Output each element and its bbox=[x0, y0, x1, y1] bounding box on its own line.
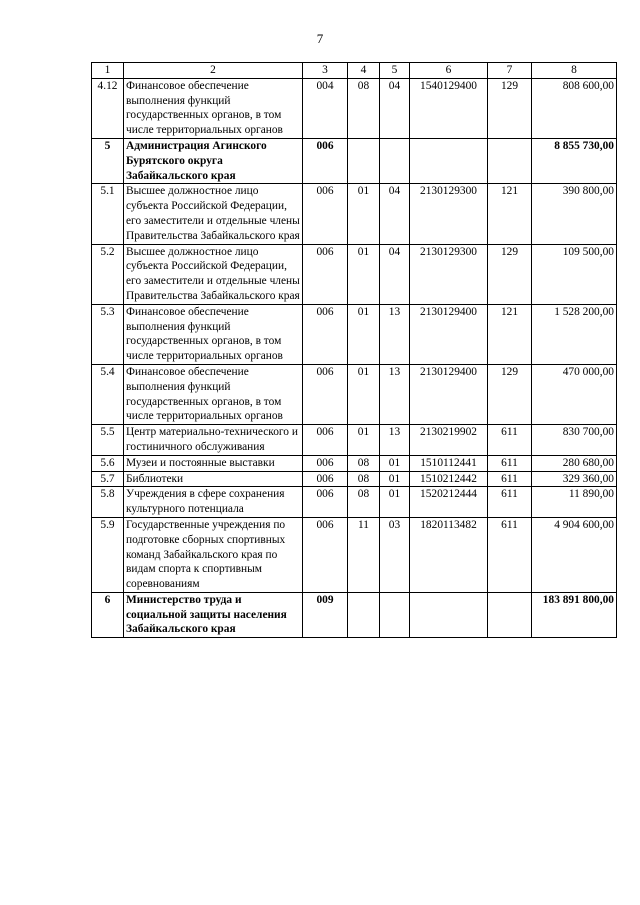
table-row bbox=[92, 517, 617, 592]
row-number-cell: 5.4 bbox=[92, 364, 124, 424]
expense-name-cell: Библиотеки bbox=[124, 471, 303, 487]
column-header: 8 bbox=[532, 63, 617, 79]
expense-type-cell: 611 bbox=[488, 487, 532, 518]
subsection-code-cell: 13 bbox=[380, 364, 410, 424]
row-number-cell: 5.6 bbox=[92, 455, 124, 471]
section-code-cell: 01 bbox=[348, 184, 380, 244]
expense-type-cell: 121 bbox=[488, 184, 532, 244]
table-row bbox=[92, 304, 617, 364]
section-code-cell bbox=[348, 138, 380, 183]
section-code-cell: 01 bbox=[348, 304, 380, 364]
target-article-cell: 1820113482 bbox=[410, 517, 488, 592]
section-code-cell bbox=[348, 592, 380, 637]
ministry-code-cell: 006 bbox=[303, 471, 348, 487]
row-number-cell: 5 bbox=[92, 138, 124, 183]
ministry-code-cell: 006 bbox=[303, 184, 348, 244]
amount-cell: 470 000,00 bbox=[532, 364, 617, 424]
expense-name-cell: Учреждения в сфере сохранения культурного потенциала bbox=[124, 487, 303, 518]
column-header: 7 bbox=[488, 63, 532, 79]
budget-table bbox=[91, 62, 617, 638]
target-article-cell: 1520212444 bbox=[410, 487, 488, 518]
target-article-cell: 1510212442 bbox=[410, 471, 488, 487]
expense-name-cell: Высшее должностное лицо субъекта Российской Федерации, его заместители и отдельные члены Правительства Забайкальского края bbox=[124, 244, 303, 304]
table-row bbox=[92, 592, 617, 637]
amount-cell: 329 360,00 bbox=[532, 471, 617, 487]
amount-cell: 280 680,00 bbox=[532, 455, 617, 471]
ministry-code-cell: 006 bbox=[303, 244, 348, 304]
subsection-code-cell: 04 bbox=[380, 184, 410, 244]
table-row bbox=[92, 138, 617, 183]
subsection-code-cell: 13 bbox=[380, 425, 410, 456]
subsection-code-cell bbox=[380, 592, 410, 637]
table-row bbox=[92, 487, 617, 518]
column-header: 1 bbox=[92, 63, 124, 79]
expense-type-cell bbox=[488, 592, 532, 637]
row-number-cell: 6 bbox=[92, 592, 124, 637]
amount-cell: 183 891 800,00 bbox=[532, 592, 617, 637]
subsection-code-cell: 04 bbox=[380, 244, 410, 304]
ministry-code-cell: 006 bbox=[303, 487, 348, 518]
amount-cell: 390 800,00 bbox=[532, 184, 617, 244]
table-row bbox=[92, 244, 617, 304]
amount-cell: 4 904 600,00 bbox=[532, 517, 617, 592]
ministry-code-cell: 006 bbox=[303, 517, 348, 592]
amount-cell: 808 600,00 bbox=[532, 78, 617, 138]
row-number-cell: 5.1 bbox=[92, 184, 124, 244]
target-article-cell: 2130129300 bbox=[410, 244, 488, 304]
expense-type-cell: 121 bbox=[488, 304, 532, 364]
ministry-code-cell: 006 bbox=[303, 138, 348, 183]
row-number-cell: 5.2 bbox=[92, 244, 124, 304]
amount-cell: 109 500,00 bbox=[532, 244, 617, 304]
subsection-code-cell: 01 bbox=[380, 471, 410, 487]
subsection-code-cell: 01 bbox=[380, 455, 410, 471]
subsection-code-cell: 04 bbox=[380, 78, 410, 138]
table-row bbox=[92, 364, 617, 424]
expense-type-cell: 611 bbox=[488, 425, 532, 456]
expense-name-cell: Администрация Агинского Бурятского округа Забайкальского края bbox=[124, 138, 303, 183]
expense-name-cell: Финансовое обеспечение выполнения функций государственных органов, в том числе территориальных органов bbox=[124, 78, 303, 138]
target-article-cell bbox=[410, 592, 488, 637]
expense-type-cell: 129 bbox=[488, 364, 532, 424]
subsection-code-cell bbox=[380, 138, 410, 183]
section-code-cell: 08 bbox=[348, 487, 380, 518]
amount-cell: 1 528 200,00 bbox=[532, 304, 617, 364]
table-row bbox=[92, 455, 617, 471]
ministry-code-cell: 004 bbox=[303, 78, 348, 138]
section-code-cell: 01 bbox=[348, 364, 380, 424]
target-article-cell: 1510112441 bbox=[410, 455, 488, 471]
row-number-cell: 5.5 bbox=[92, 425, 124, 456]
ministry-code-cell: 009 bbox=[303, 592, 348, 637]
target-article-cell: 2130129400 bbox=[410, 364, 488, 424]
expense-name-cell: Финансовое обеспечение выполнения функций государственных органов, в том числе территориальных органов bbox=[124, 364, 303, 424]
column-header: 6 bbox=[410, 63, 488, 79]
expense-type-cell: 611 bbox=[488, 517, 532, 592]
expense-name-cell: Финансовое обеспечение выполнения функций государственных органов, в том числе территориальных органов bbox=[124, 304, 303, 364]
expense-name-cell: Высшее должностное лицо субъекта Российской Федерации, его заместители и отдельные члены Правительства Забайкальского края bbox=[124, 184, 303, 244]
ministry-code-cell: 006 bbox=[303, 425, 348, 456]
expense-type-cell bbox=[488, 138, 532, 183]
row-number-cell: 5.8 bbox=[92, 487, 124, 518]
section-code-cell: 01 bbox=[348, 425, 380, 456]
section-code-cell: 11 bbox=[348, 517, 380, 592]
page-number: 7 bbox=[316, 31, 324, 46]
section-code-cell: 08 bbox=[348, 455, 380, 471]
table-row bbox=[92, 184, 617, 244]
target-article-cell: 2130219902 bbox=[410, 425, 488, 456]
column-header: 4 bbox=[348, 63, 380, 79]
expense-type-cell: 129 bbox=[488, 244, 532, 304]
section-code-cell: 08 bbox=[348, 78, 380, 138]
ministry-code-cell: 006 bbox=[303, 455, 348, 471]
table-row bbox=[92, 471, 617, 487]
column-header: 5 bbox=[380, 63, 410, 79]
section-code-cell: 08 bbox=[348, 471, 380, 487]
row-number-cell: 4.12 bbox=[92, 78, 124, 138]
section-code-cell: 01 bbox=[348, 244, 380, 304]
target-article-cell: 1540129400 bbox=[410, 78, 488, 138]
expense-name-cell: Музеи и постоянные выставки bbox=[124, 455, 303, 471]
table-header-row bbox=[92, 63, 617, 79]
target-article-cell bbox=[410, 138, 488, 183]
amount-cell: 11 890,00 bbox=[532, 487, 617, 518]
column-header: 2 bbox=[124, 63, 303, 79]
expense-name-cell: Министерство труда и социальной защиты населения Забайкальского края bbox=[124, 592, 303, 637]
target-article-cell: 2130129400 bbox=[410, 304, 488, 364]
table-row bbox=[92, 425, 617, 456]
row-number-cell: 5.9 bbox=[92, 517, 124, 592]
subsection-code-cell: 01 bbox=[380, 487, 410, 518]
expense-type-cell: 611 bbox=[488, 471, 532, 487]
expense-name-cell: Государственные учреждения по подготовке сборных спортивных команд Забайкальского края по видам спорта к спортивным соревнованиям bbox=[124, 517, 303, 592]
target-article-cell: 2130129300 bbox=[410, 184, 488, 244]
subsection-code-cell: 13 bbox=[380, 304, 410, 364]
ministry-code-cell: 006 bbox=[303, 304, 348, 364]
amount-cell: 830 700,00 bbox=[532, 425, 617, 456]
subsection-code-cell: 03 bbox=[380, 517, 410, 592]
row-number-cell: 5.3 bbox=[92, 304, 124, 364]
expense-type-cell: 611 bbox=[488, 455, 532, 471]
amount-cell: 8 855 730,00 bbox=[532, 138, 617, 183]
expense-type-cell: 129 bbox=[488, 78, 532, 138]
table-row bbox=[92, 78, 617, 138]
expense-name-cell: Центр материально-технического и гостиничного обслуживания bbox=[124, 425, 303, 456]
column-header: 3 bbox=[303, 63, 348, 79]
ministry-code-cell: 006 bbox=[303, 364, 348, 424]
row-number-cell: 5.7 bbox=[92, 471, 124, 487]
